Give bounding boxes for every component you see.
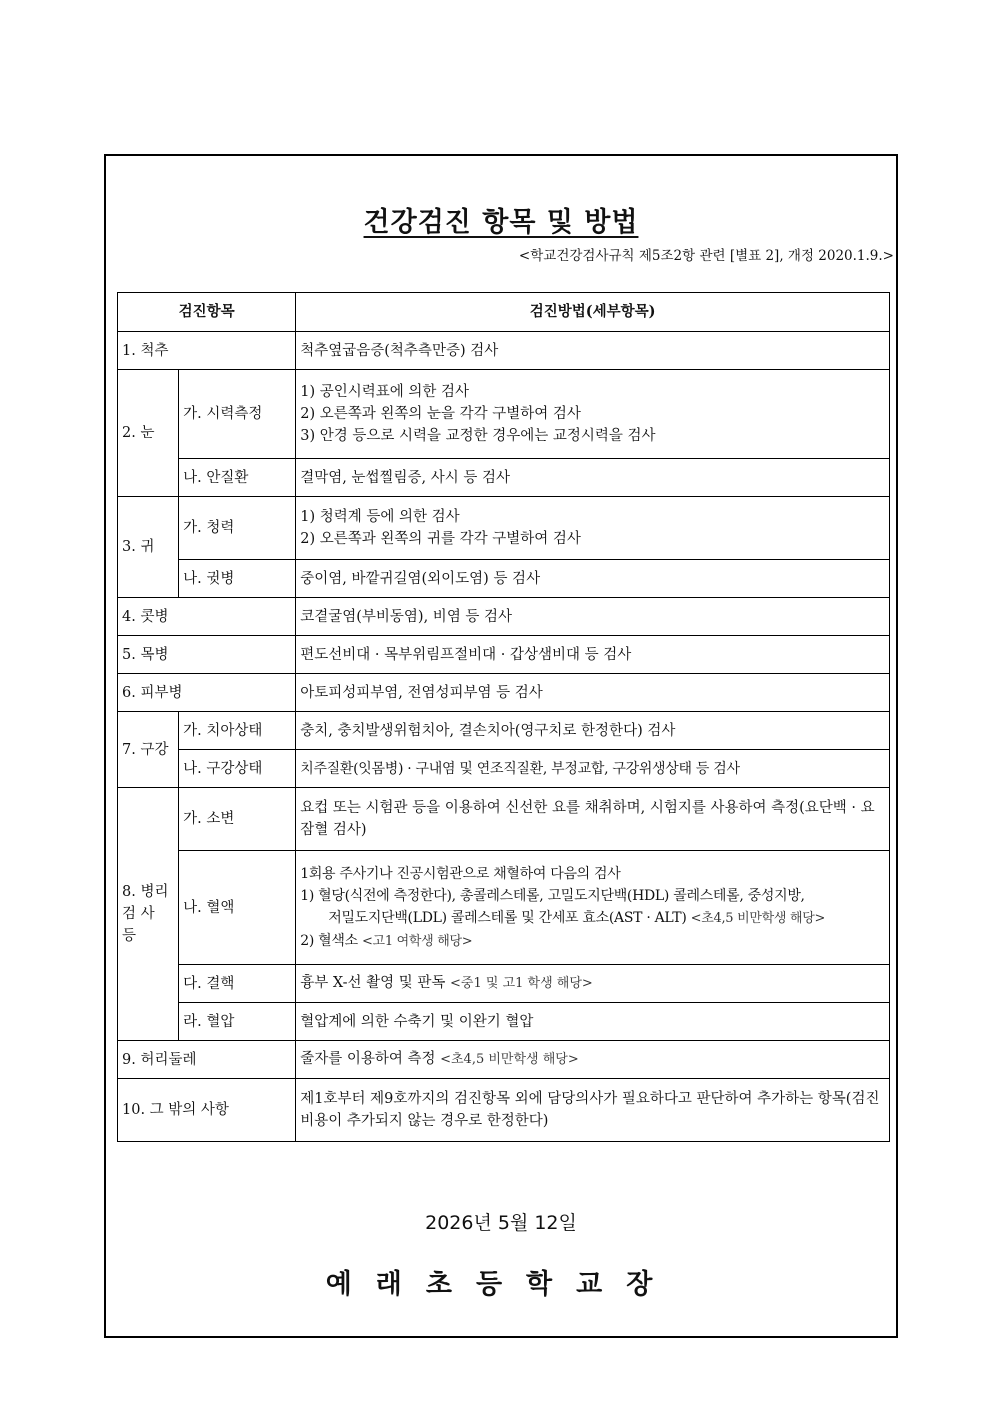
category-line — [122, 903, 174, 925]
document-title — [106, 200, 896, 239]
document-frame — [104, 154, 898, 1338]
table-row — [118, 332, 890, 370]
category-cell: 10. 그 밖의 사항 — [118, 1079, 296, 1142]
category-cell: 5. 목병 — [118, 636, 296, 674]
subcategory-cell: 가. 치아상태 — [179, 712, 296, 750]
table-row — [118, 788, 890, 851]
table-row — [118, 674, 890, 712]
table-row — [118, 851, 890, 965]
subcategory-cell: 가. 소변 — [179, 788, 296, 851]
subcategory-cell: 가. 시력측정 — [179, 370, 296, 459]
document-subtitle: <학교건강검사규칙 제5조2항 관련 [별표 2], 개정 2020.1.9.> — [518, 248, 894, 264]
category-cell: 3. 귀 — [118, 497, 179, 598]
method-line: 1) 혈당(식전에 측정한다), 총콜레스테롤, 고밀도지단백(HDL) 콜레스테롤, 중성지방, — [300, 887, 805, 904]
target-note: <초4,5 비만학생 해당> — [440, 1052, 579, 1067]
method-cell: 결막염, 눈썹찔림증, 사시 등 검사 — [296, 459, 890, 497]
method-cell: 코곁굴염(부비동염), 비염 등 검사 — [296, 598, 890, 636]
table-row — [118, 750, 890, 788]
table-row — [118, 497, 890, 560]
subcategory-cell: 나. 안질환 — [179, 459, 296, 497]
method-line: 3) 안경 등으로 시력을 교정한 경우에는 교정시력을 검사 — [300, 428, 656, 444]
category-cell: 1. 척추 — [118, 332, 296, 370]
header-method-cell: 검진방법(세부항목) — [296, 293, 890, 332]
subcategory-cell: 가. 청력 — [179, 497, 296, 560]
category-cell: 2. 눈 — [118, 370, 179, 497]
category-cell — [118, 788, 179, 1041]
method-line — [300, 907, 885, 930]
method-cell: 제1호부터 제9호까지의 검진항목 외에 담당의사가 필요하다고 판단하여 추가하는 항목(검진비용이 추가되지 않는 경우로 한정한다) — [296, 1079, 890, 1142]
method-line: 1회용 주사기나 진공시험관으로 채혈하여 다음의 검사 — [300, 865, 621, 882]
document-date: 2026년 5월 12일 — [425, 1212, 577, 1234]
method-cell — [296, 370, 890, 459]
method-cell: 중이염, 바깥귀길염(외이도염) 등 검사 — [296, 560, 890, 598]
method-text: 2) 혈색소 — [300, 932, 358, 949]
table-row — [118, 712, 890, 750]
category-cell: 7. 구강 — [118, 712, 179, 788]
table-row — [118, 1003, 890, 1041]
health-checkup-table — [117, 292, 890, 1142]
method-cell: 충치, 충치발생위험치아, 결손치아(영구치로 한정한다) 검사 — [296, 712, 890, 750]
method-cell: 혈압계에 의한 수축기 및 이완기 혈압 — [296, 1003, 890, 1041]
category-cell: 6. 피부병 — [118, 674, 296, 712]
table-header-row — [118, 293, 890, 332]
method-text: 흉부 X-선 촬영 및 판독 — [300, 975, 446, 991]
method-cell — [296, 1041, 890, 1079]
table-row — [118, 965, 890, 1003]
method-cell — [296, 497, 890, 560]
table-row — [118, 459, 890, 497]
method-text: 줄자를 이용하여 측정 — [300, 1051, 436, 1067]
category-cell: 4. 콧병 — [118, 598, 296, 636]
table-row — [118, 370, 890, 459]
method-cell — [296, 965, 890, 1003]
method-line: 1) 청력계 등에 의한 검사 — [300, 509, 460, 525]
header-item-cell: 검진항목 — [118, 293, 296, 332]
method-text: 저밀도지단백(LDL) 콜레스테롤 및 간세포 효소(AST · ALT) — [328, 909, 687, 926]
category-cell: 9. 허리둘레 — [118, 1041, 296, 1079]
method-line: 1) 공인시력표에 의한 검사 — [300, 384, 469, 400]
method-line — [300, 930, 885, 953]
subcategory-cell: 나. 구강상태 — [179, 750, 296, 788]
table-row — [118, 560, 890, 598]
target-note: <중1 및 고1 학생 해당> — [450, 976, 593, 991]
method-cell: 요컵 또는 시험관 등을 이용하여 신선한 요를 채취하며, 시험지를 사용하여 측정(요단백 · 요잠혈 검사) — [296, 788, 890, 851]
table-row — [118, 1079, 890, 1142]
subcategory-cell: 나. 혈액 — [179, 851, 296, 965]
method-cell: 아토피성피부염, 전염성피부염 등 검사 — [296, 674, 890, 712]
method-line: 2) 오른쪽과 왼쪽의 눈을 각각 구별하여 검사 — [300, 406, 581, 422]
subcategory-cell: 다. 결핵 — [179, 965, 296, 1003]
category-line: 8. 병리 — [122, 884, 169, 900]
category-line-part: 검 사 — [122, 906, 155, 922]
target-note: <고1 여학생 해당> — [361, 933, 473, 949]
document-title-text: 건강검진 항목 및 방법 — [363, 207, 639, 238]
subcategory-cell: 라. 혈압 — [179, 1003, 296, 1041]
table-row — [118, 598, 890, 636]
table-row — [118, 636, 890, 674]
method-line: 2) 오른쪽과 왼쪽의 귀를 각각 구별하여 검사 — [300, 531, 581, 547]
category-line: 등 — [122, 928, 137, 944]
school-signature: 예래초등학교장 — [325, 1269, 677, 1300]
method-cell: 치주질환(잇몸병) · 구내염 및 연조직질환, 부정교합, 구강위생상태 등 검사 — [296, 750, 890, 788]
method-cell: 척추옆굽음증(척추측만증) 검사 — [296, 332, 890, 370]
method-cell — [296, 851, 890, 965]
method-cell: 편도선비대 · 목부위림프절비대 · 갑상샘비대 등 검사 — [296, 636, 890, 674]
table-row — [118, 1041, 890, 1079]
subcategory-cell: 나. 귓병 — [179, 560, 296, 598]
target-note: <초4,5 비만학생 해당> — [690, 910, 826, 926]
